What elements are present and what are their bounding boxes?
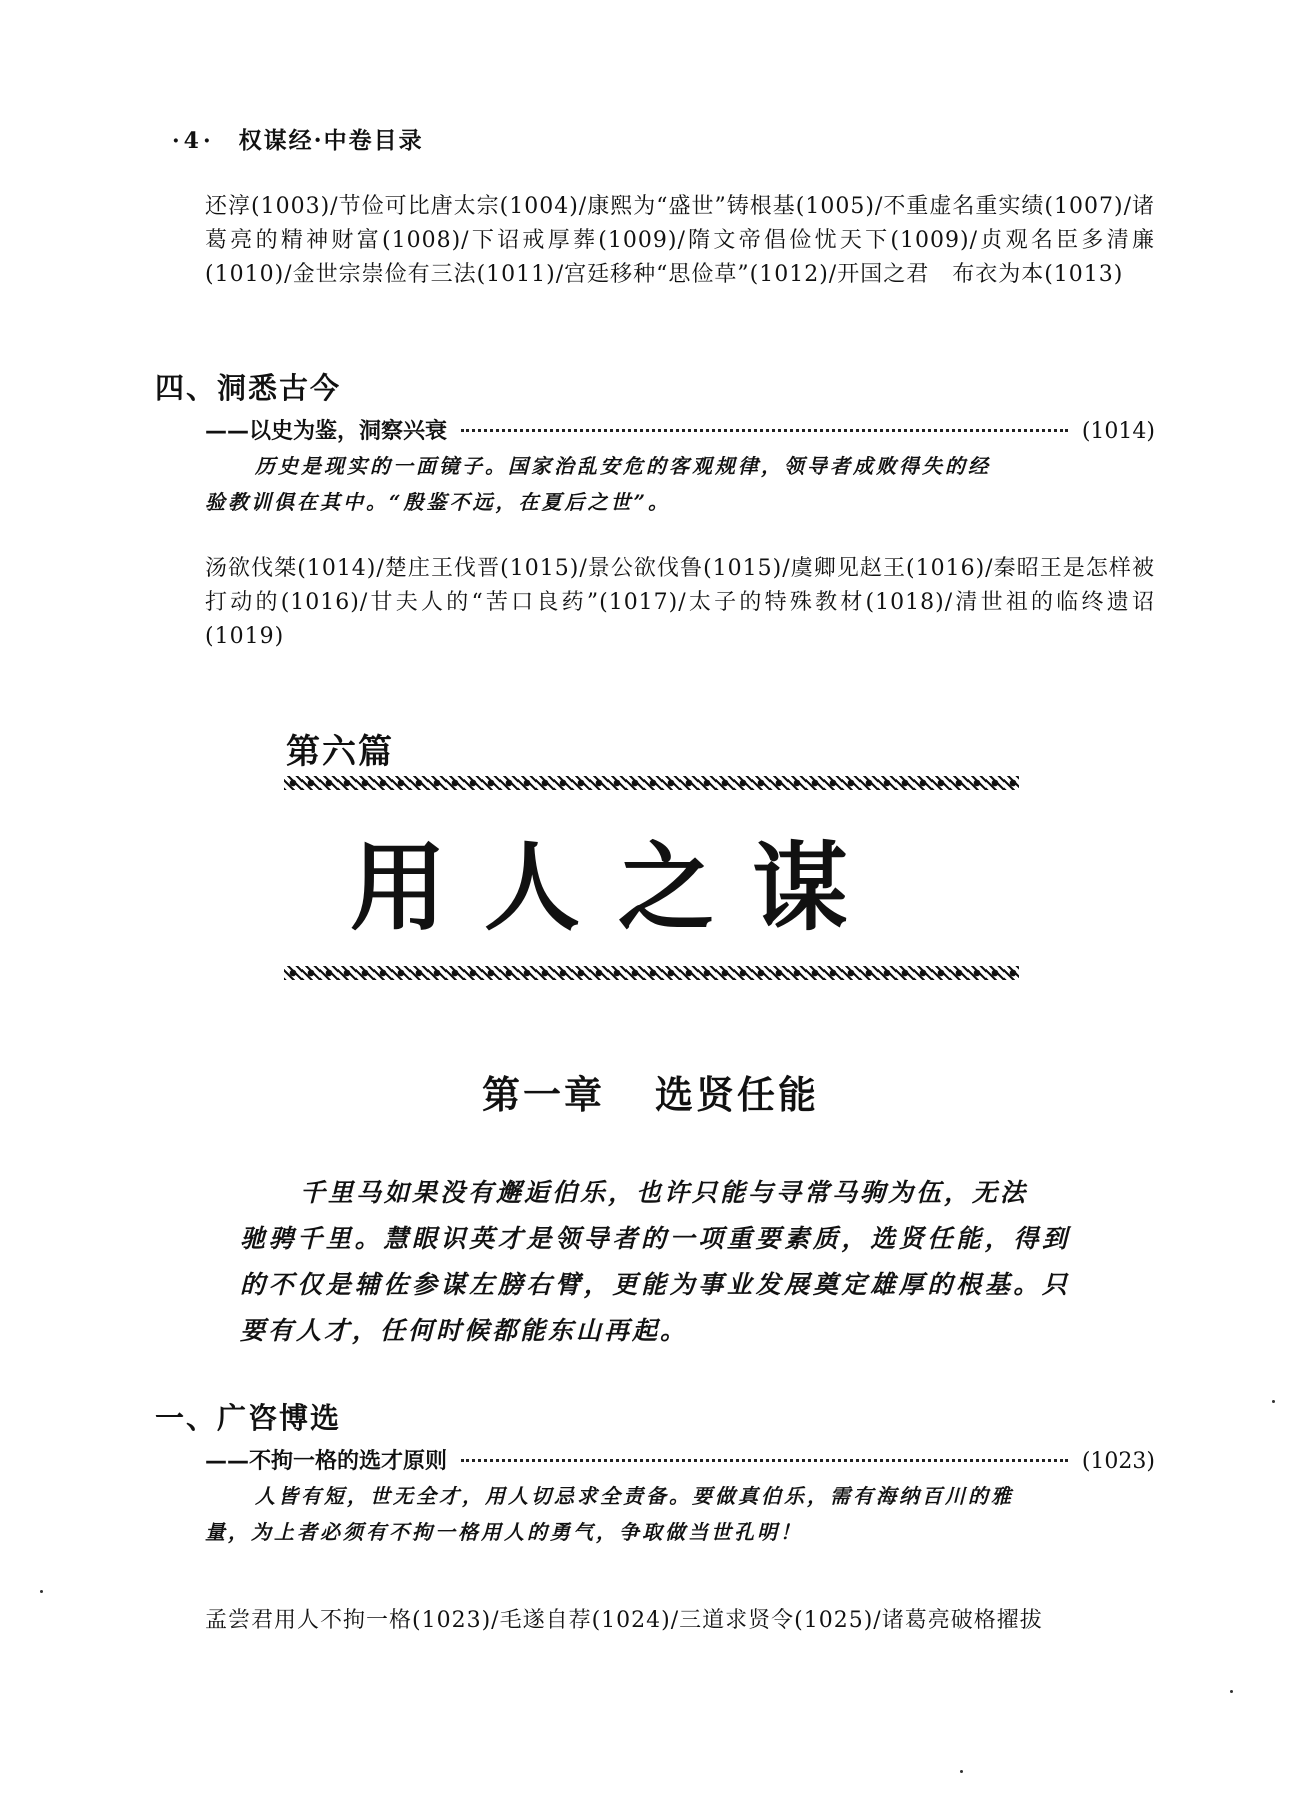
scan-speck	[1272, 1400, 1275, 1403]
chapter-intro-line: 千里马如果没有邂逅伯乐，也许只能与寻常马驹为伍，无法	[300, 1178, 1029, 1207]
dot-leader	[461, 429, 1068, 432]
section-4-page: (1014)	[1081, 419, 1155, 444]
summary-line: 历史是现实的一面镜子。国家治乱安危的客观规律，领导者成败得失的经	[255, 454, 991, 478]
chapter-intro	[240, 1170, 1070, 1354]
section-4-summary	[205, 448, 1105, 520]
part-title: 用人之谋	[350, 831, 886, 944]
ornament-border-top	[284, 776, 1019, 790]
part-label: 第六篇	[286, 732, 394, 772]
section-heading-4: 四、洞悉古今	[155, 371, 342, 405]
scan-speck	[960, 1770, 963, 1773]
scan-speck	[40, 1590, 43, 1593]
section-1-subtitle: ——不拘一格的选才原则	[205, 1449, 448, 1474]
scan-speck	[1230, 1690, 1233, 1693]
summary-line: 验教训俱在其中。“殷鉴不远，在夏后之世”。	[205, 490, 672, 514]
section-4-subtitle-row	[205, 414, 1155, 445]
section-1-entries: 孟尝君用人不拘一格(1023)/毛遂自荐(1024)/三道求贤令(1025)/诸葛亮破格擢拔	[205, 1608, 1043, 1633]
section-4-subtitle: ——以史为鉴，洞察兴衰	[205, 419, 448, 444]
section-heading-1: 一、广咨博选	[155, 1401, 342, 1435]
section-1-page: (1023)	[1081, 1449, 1155, 1474]
dot-leader	[461, 1459, 1068, 1462]
top-entries-paragraph: 还淳(1003)/节俭可比唐太宗(1004)/康熙为“盛世”铸根基(1005)/不重虚名重实绩(1007)/诸葛亮的精神财富(1008)/下诏戒厚葬(1009)/隋文帝倡俭忧天下(1009)/贞观名臣多清廉(1010)/金世宗崇俭有三法(1011)/宫廷移种“思俭草”(1012)/开国之君 布衣为本(1013)	[205, 194, 1155, 287]
summary-line: 人皆有短，世无全才，用人切忌求全责备。要做真伯乐，需有海纳百川的雅	[255, 1484, 1014, 1508]
chapter-name: 选贤任能	[655, 1073, 820, 1117]
ornament-border-bottom	[284, 966, 1019, 980]
page-number: ·4·	[172, 128, 215, 154]
chapter-title	[0, 1064, 1301, 1119]
section-4-entries: 汤欲伐桀(1014)/楚庄王伐晋(1015)/景公欲伐鲁(1015)/虞卿见赵王(1016)/秦昭王是怎样被打动的(1016)/甘夫人的“苦口良药”(1017)/太子的特殊教材(1018)/清世祖的临终遗诏(1019)	[205, 556, 1155, 649]
chapter-intro-text: 驰骋千里。慧眼识英才是领导者的一项重要素质，选贤任能，得到的不仅是辅佐参谋左膀右臂，更能为事业发展奠定雄厚的根基。只要有人才，任何时候都能东山再起。	[240, 1224, 1070, 1345]
running-title: 权谋经·中卷目录	[238, 127, 424, 154]
chapter-number: 第一章	[481, 1073, 605, 1117]
section-1-summary	[205, 1478, 1105, 1550]
running-header	[172, 122, 424, 155]
summary-line: 量，为上者必须有不拘一格用人的勇气，争取做当世孔明！	[205, 1520, 803, 1544]
section-1-subtitle-row	[205, 1444, 1155, 1475]
